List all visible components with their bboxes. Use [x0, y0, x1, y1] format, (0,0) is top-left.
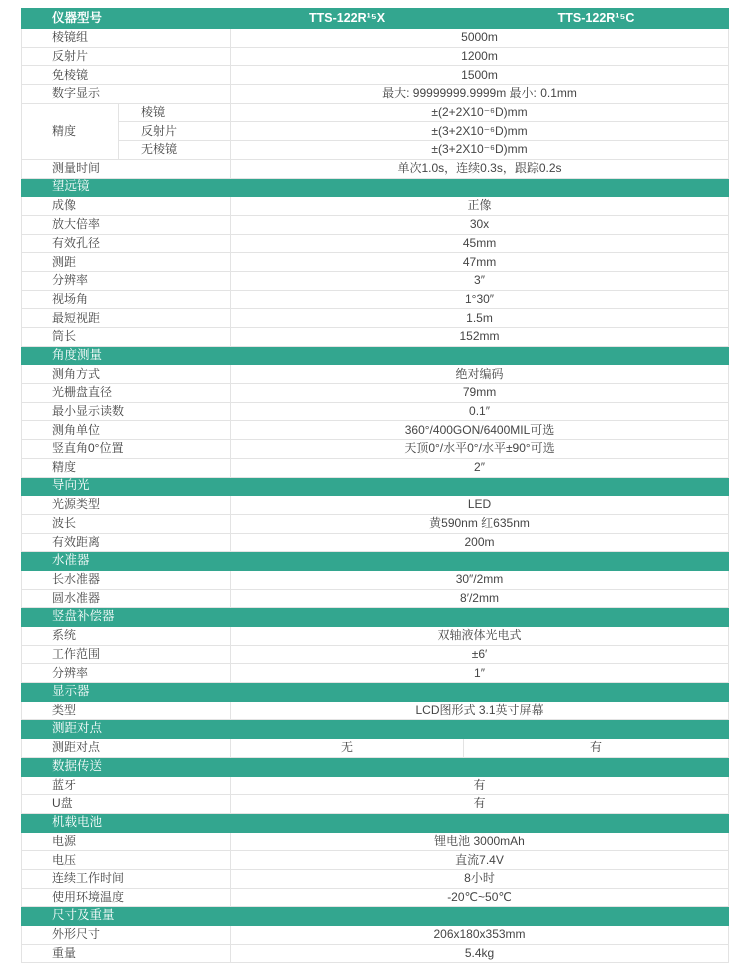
spec-label: 圆水准器: [22, 589, 231, 608]
spec-label: 反射片: [22, 47, 231, 66]
section-row: [22, 346, 729, 365]
spec-value: 单次1.0s，连续0.3s，跟踪0.2s: [231, 159, 729, 178]
spec-row: [22, 365, 729, 384]
spec-label: 电源: [22, 832, 231, 851]
spec-value: 152mm: [231, 328, 729, 347]
section-row: [22, 683, 729, 702]
model-header-label: 仪器型号: [22, 9, 231, 29]
spec-value: 1500m: [231, 66, 729, 85]
spec-value: LCD图形式 3.1英寸屏幕: [231, 701, 729, 720]
spec-row: [22, 328, 729, 347]
section-row: [22, 757, 729, 776]
spec-value: ±(3+2X10⁻⁶D)mm: [231, 141, 729, 160]
spec-row: [22, 458, 729, 477]
spec-value: 5000m: [231, 29, 729, 48]
spec-row: [22, 47, 729, 66]
model-x-value: 无: [231, 739, 464, 758]
spec-value: 8′/2mm: [231, 589, 729, 608]
spec-value: 360°/400GON/6400MIL可选: [231, 421, 729, 440]
section-title: 机载电池: [22, 813, 729, 832]
spec-row: [22, 253, 729, 272]
spec-row: [22, 514, 729, 533]
spec-row: [22, 440, 729, 459]
spec-label: 长水准器: [22, 570, 231, 589]
section-title: 数据传送: [22, 757, 729, 776]
spec-value: 直流7.4V: [231, 851, 729, 870]
spec-value: 2″: [231, 458, 729, 477]
spec-label: 电压: [22, 851, 231, 870]
spec-value: 30x: [231, 215, 729, 234]
section-title: 尺寸及重量: [22, 907, 729, 926]
spec-row: [22, 215, 729, 234]
spec-label: 光栅盘直径: [22, 384, 231, 403]
spec-row: [22, 29, 729, 48]
spec-label: 测距: [22, 253, 231, 272]
spec-label: 成像: [22, 197, 231, 216]
spec-table-body: [22, 29, 729, 963]
spec-label: 数字显示: [22, 85, 231, 104]
spec-row: [22, 402, 729, 421]
group-sublabel: 反射片: [119, 122, 231, 141]
spec-value: 有: [231, 776, 729, 795]
section-row: [22, 552, 729, 571]
spec-value: 0.1″: [231, 402, 729, 421]
spec-value: 79mm: [231, 384, 729, 403]
spec-label: 棱镜组: [22, 29, 231, 48]
spec-value: 200m: [231, 533, 729, 552]
spec-label: 放大倍率: [22, 215, 231, 234]
spec-row: [22, 645, 729, 664]
spec-label: 免棱镜: [22, 66, 231, 85]
spec-label: 测量时间: [22, 159, 231, 178]
spec-group-row: [22, 103, 729, 122]
spec-row: [22, 570, 729, 589]
spec-row: [22, 926, 729, 945]
spec-row: [22, 851, 729, 870]
group-sublabel: 无棱镜: [119, 141, 231, 160]
spec-row: [22, 496, 729, 515]
section-row: [22, 178, 729, 197]
spec-row: [22, 589, 729, 608]
spec-label: 测角单位: [22, 421, 231, 440]
model-c-header: TTS-122R¹⁵C: [464, 9, 729, 29]
spec-value: 47mm: [231, 253, 729, 272]
spec-value: 206x180x353mm: [231, 926, 729, 945]
spec-row: [22, 197, 729, 216]
spec-row: [22, 888, 729, 907]
spec-value: 锂电池 3000mAh: [231, 832, 729, 851]
spec-value: 8小时: [231, 869, 729, 888]
spec-value: 绝对编码: [231, 365, 729, 384]
spec-value: 最大: 99999999.9999m 最小: 0.1mm: [231, 85, 729, 104]
spec-value: -20℃~50℃: [231, 888, 729, 907]
spec-label: 使用环境温度: [22, 888, 231, 907]
section-title: 导向光: [22, 477, 729, 496]
spec-value: LED: [231, 496, 729, 515]
spec-label: 最小显示读数: [22, 402, 231, 421]
spec-label: 有效孔径: [22, 234, 231, 253]
spec-value: ±(2+2X10⁻⁶D)mm: [231, 103, 729, 122]
spec-value: 天顶0°/水平0°/水平±90°可选: [231, 440, 729, 459]
spec-row: [22, 85, 729, 104]
model-x-header: TTS-122R¹⁵X: [231, 9, 464, 29]
spec-label: 波长: [22, 514, 231, 533]
spec-value: 1″: [231, 664, 729, 683]
spec-value: 正像: [231, 197, 729, 216]
compare-row: [22, 739, 729, 758]
group-label: 精度: [22, 103, 119, 159]
instrument-spec-table: [21, 8, 729, 963]
spec-row: [22, 290, 729, 309]
spec-row: [22, 309, 729, 328]
spec-row: [22, 159, 729, 178]
section-row: [22, 477, 729, 496]
spec-value: 1200m: [231, 47, 729, 66]
spec-row: [22, 234, 729, 253]
spec-value: 有: [231, 795, 729, 814]
spec-label: 连续工作时间: [22, 869, 231, 888]
spec-label: 分辨率: [22, 664, 231, 683]
model-c-value: 有: [464, 739, 729, 758]
spec-value: 3″: [231, 271, 729, 290]
spec-value: 1°30″: [231, 290, 729, 309]
section-title: 角度测量: [22, 346, 729, 365]
spec-label: U盘: [22, 795, 231, 814]
spec-label: 测角方式: [22, 365, 231, 384]
spec-label: 光源类型: [22, 496, 231, 515]
model-header-row: [22, 9, 729, 29]
spec-row: [22, 664, 729, 683]
section-title: 显示器: [22, 683, 729, 702]
spec-label: 工作范围: [22, 645, 231, 664]
spec-label: 视场角: [22, 290, 231, 309]
spec-value: 双轴液体光电式: [231, 627, 729, 646]
spec-label: 蓝牙: [22, 776, 231, 795]
spec-row: [22, 869, 729, 888]
spec-row: [22, 66, 729, 85]
spec-row: [22, 421, 729, 440]
spec-label: 分辨率: [22, 271, 231, 290]
spec-row: [22, 944, 729, 963]
spec-row: [22, 776, 729, 795]
section-title: 望远镜: [22, 178, 729, 197]
spec-value: 30″/2mm: [231, 570, 729, 589]
section-row: [22, 813, 729, 832]
spec-value: ±6′: [231, 645, 729, 664]
spec-label: 类型: [22, 701, 231, 720]
spec-label: 精度: [22, 458, 231, 477]
spec-value: ±(3+2X10⁻⁶D)mm: [231, 122, 729, 141]
spec-value: 45mm: [231, 234, 729, 253]
spec-row: [22, 271, 729, 290]
section-row: [22, 907, 729, 926]
spec-label: 竖直角0°位置: [22, 440, 231, 459]
section-title: 竖盘补偿器: [22, 608, 729, 627]
spec-row: [22, 795, 729, 814]
spec-label: 外形尺寸: [22, 926, 231, 945]
spec-row: [22, 832, 729, 851]
spec-value: 5.4kg: [231, 944, 729, 963]
spec-value: 黄590nm 红635nm: [231, 514, 729, 533]
spec-row: [22, 533, 729, 552]
spec-label: 重量: [22, 944, 231, 963]
section-row: [22, 608, 729, 627]
spec-label: 筒长: [22, 328, 231, 347]
spec-label: 有效距离: [22, 533, 231, 552]
spec-value: 1.5m: [231, 309, 729, 328]
group-sublabel: 棱镜: [119, 103, 231, 122]
section-title: 水准器: [22, 552, 729, 571]
spec-label: 系统: [22, 627, 231, 646]
spec-row: [22, 701, 729, 720]
section-title: 测距对点: [22, 720, 729, 739]
spec-row: [22, 627, 729, 646]
spec-label: 最短视距: [22, 309, 231, 328]
spec-label: 测距对点: [22, 739, 231, 758]
section-row: [22, 720, 729, 739]
spec-group-row: [22, 141, 729, 160]
spec-group-row: [22, 122, 729, 141]
spec-row: [22, 384, 729, 403]
